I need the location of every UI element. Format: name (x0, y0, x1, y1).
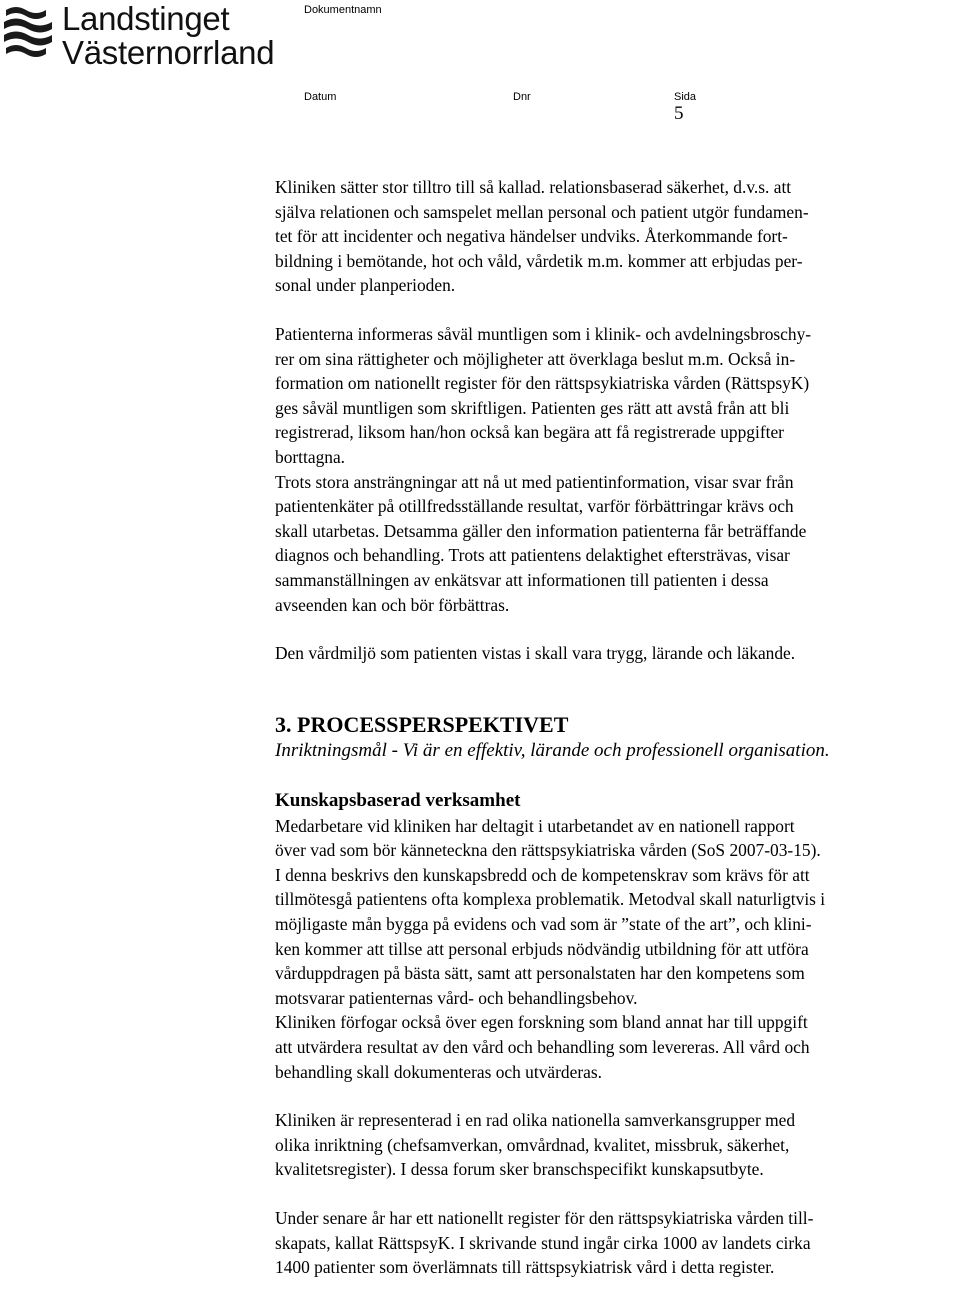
text-line: själva relationen och samspelet mellan personal och patient utgör fundamen- (275, 201, 809, 222)
document-name-label: Dokumentnamn (304, 4, 382, 16)
registration-number-label: Dnr (513, 91, 531, 103)
text-line: registrerad, liksom han/hon också kan begära att få registrerade uppgifter (275, 422, 784, 443)
text-line: Kliniken är representerad i en rad olika nationella samverkansgrupper med (275, 1110, 796, 1131)
document-body (275, 175, 960, 1280)
text-line: skapats, kallat RättspsyK. I skrivande stund ingår cirka 1000 av landets cirka (275, 1232, 811, 1253)
landstinget-logo-icon (2, 4, 56, 62)
page-label: Sida (674, 91, 697, 103)
text-line: sonal under planperioden. (275, 275, 456, 296)
paragraph-patient-information (275, 322, 960, 617)
text-line: patientenkäter på otillfredsställande resultat, varför förbättringar krävs och (275, 496, 794, 517)
text-line: över vad som bör känneteckna den rättspsykiatriska vården (SoS 2007-03-15). (275, 840, 821, 861)
text-line: Under senare år har ett nationellt register för den rättspsykiatriska vården till- (275, 1208, 814, 1228)
paragraph-care-environment: Den vårdmiljö som patienten vistas i skall vara trygg, lärande och läkande. (275, 643, 796, 664)
text-line: ges såväl muntligen som skriftligen. Patienten ges rätt att avstå från att bli (275, 397, 790, 418)
text-line: Trots stora ansträngningar att nå ut med patientinformation, visar svar från (275, 471, 794, 492)
text-line: möjligaste mån bygga på evidens och vad som är ”state of the art”, och klini- (275, 914, 812, 935)
text-line: 1400 patienter som överlämnats till rättspsykiatrisk vård i detta register. (275, 1257, 775, 1278)
text-line: Patienterna informeras såväl muntligen som i klinik- och avdelningsbroschy- (275, 323, 812, 344)
text-line: behandling skall dokumenteras och utvärderas. (275, 1061, 602, 1082)
text-line: bildning i bemötande, hot och våld, vårdetik m.m. kommer att erbjudas per- (275, 250, 803, 271)
sub-heading: Kunskapsbaserad verksamhet (275, 789, 521, 811)
text-line: rer om sina rättigheter och möjligheter att överklaga beslut m.m. Också in- (275, 348, 796, 369)
organization-logo-text (62, 2, 274, 70)
logo-line-1: Landstinget (62, 0, 230, 37)
text-line: formation om nationellt register för den rättspsykiatriska vården (RättspsyK) (275, 373, 810, 394)
text-line: tillmötesgå patientens ofta komplexa problematik. Metodval skall naturligtvis i (275, 889, 826, 910)
text-line: att utvärdera resultat av den vård och behandling som levereras. All vård och (275, 1037, 810, 1058)
text-line: olika inriktning (chefsamverkan, omvårdnad, kvalitet, missbruk, säkerhet, (275, 1134, 790, 1155)
text-line: skall utarbetas. Detsamma gäller den information patienterna får beträffande (275, 520, 807, 541)
logo-line-2: Västernorrland (62, 34, 275, 71)
paragraph-national-groups (275, 1108, 960, 1182)
text-line: sammanställningen av enkätsvar att informationen till patienten i dessa (275, 569, 769, 590)
text-line: ken kommer att tillse att personal erbjuds nödvändig utbildning för att utföra (275, 938, 809, 959)
text-line: borttagna. (275, 446, 346, 467)
date-label: Datum (304, 91, 337, 103)
text-line: Kliniken sätter stor tilltro till så kallad. relationsbaserad säkerhet, d.v.s. att (275, 177, 792, 197)
paragraph-knowledge-based (275, 814, 960, 1085)
page-number: 5 (674, 103, 684, 124)
text-line: vårduppdragen på bästa sätt, samt att personalstaten har den kompetens som (275, 963, 805, 984)
text-line: Medarbetare vid kliniken har deltagit i utarbetandet av en nationell rapport (275, 815, 795, 836)
text-line: I denna beskrivs den kunskapsbredd och de kompetenskrav som krävs för att (275, 864, 810, 885)
section-subtitle: Inriktningsmål - Vi är en effektiv, lärande och professionell organisation. (275, 739, 830, 761)
text-line: motsvarar patienternas vård- och behandlingsbehov. (275, 987, 638, 1008)
paragraph-national-register (275, 1206, 960, 1280)
text-line: diagnos och behandling. Trots att patientens delaktighet eftersträvas, visar (275, 545, 790, 566)
text-line: tet för att incidenter och negativa händelser undviks. Återkommande fort- (275, 226, 788, 247)
section-heading: 3. PROCESSPERSPEKTIVET (275, 711, 569, 737)
text-line: avseenden kan och bör förbättras. (275, 594, 510, 615)
text-line: kvalitetsregister). I dessa forum sker branschspecifikt kunskapsutbyte. (275, 1159, 764, 1180)
text-line: Kliniken förfogar också över egen forskning som bland annat har till uppgift (275, 1012, 808, 1033)
paragraph-relational-safety (275, 175, 960, 298)
